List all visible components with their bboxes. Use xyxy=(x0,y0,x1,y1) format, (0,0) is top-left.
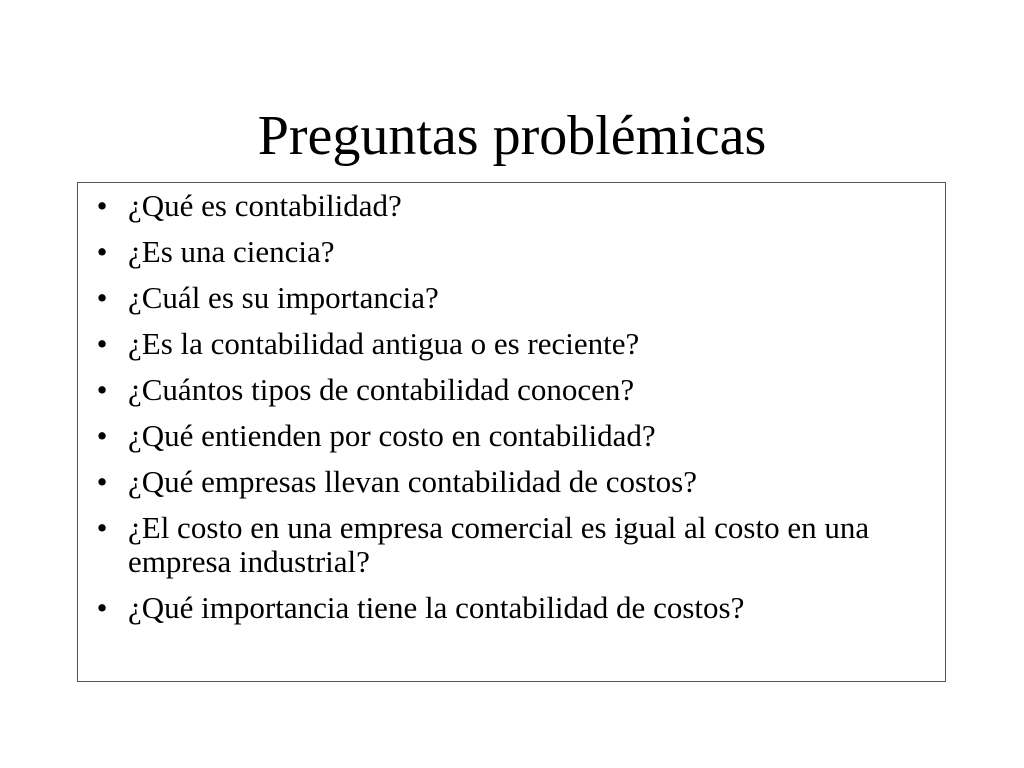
bullet-list xyxy=(90,189,935,637)
list-item xyxy=(90,235,935,269)
list-item-text: ¿Qué empresas llevan contabilidad de costos? xyxy=(128,464,697,499)
bullet-icon: • xyxy=(96,372,108,407)
list-item xyxy=(90,327,935,361)
bullet-icon: • xyxy=(96,418,108,453)
bullet-icon: • xyxy=(96,326,108,361)
list-item-text: ¿Cuál es su importancia? xyxy=(128,280,439,315)
slide-title: Preguntas problémicas xyxy=(257,105,767,167)
list-item-text: ¿Es una ciencia? xyxy=(128,234,335,269)
list-item-text: ¿El costo en una empresa comercial es igual al costo en una empresa industrial? xyxy=(128,510,870,579)
list-item-text: ¿Es la contabilidad antigua o es reciente? xyxy=(128,326,640,361)
bullet-icon: • xyxy=(96,510,108,545)
bullet-icon: • xyxy=(96,464,108,499)
list-item-text: ¿Cuántos tipos de contabilidad conocen? xyxy=(128,372,635,407)
bullet-icon: • xyxy=(96,280,108,315)
bullet-icon: • xyxy=(96,188,108,223)
list-item xyxy=(90,511,935,579)
list-item xyxy=(90,373,935,407)
bullet-icon: • xyxy=(96,234,108,269)
list-item xyxy=(90,281,935,315)
list-item xyxy=(90,591,935,625)
list-item-text: ¿Qué es contabilidad? xyxy=(128,188,402,223)
bullet-icon: • xyxy=(96,590,108,625)
list-item xyxy=(90,465,935,499)
list-item xyxy=(90,419,935,453)
list-item xyxy=(90,189,935,223)
list-item-text: ¿Qué entienden por costo en contabilidad? xyxy=(128,418,656,453)
list-item-text: ¿Qué importancia tiene la contabilidad de costos? xyxy=(128,590,745,625)
content-box xyxy=(77,182,946,682)
